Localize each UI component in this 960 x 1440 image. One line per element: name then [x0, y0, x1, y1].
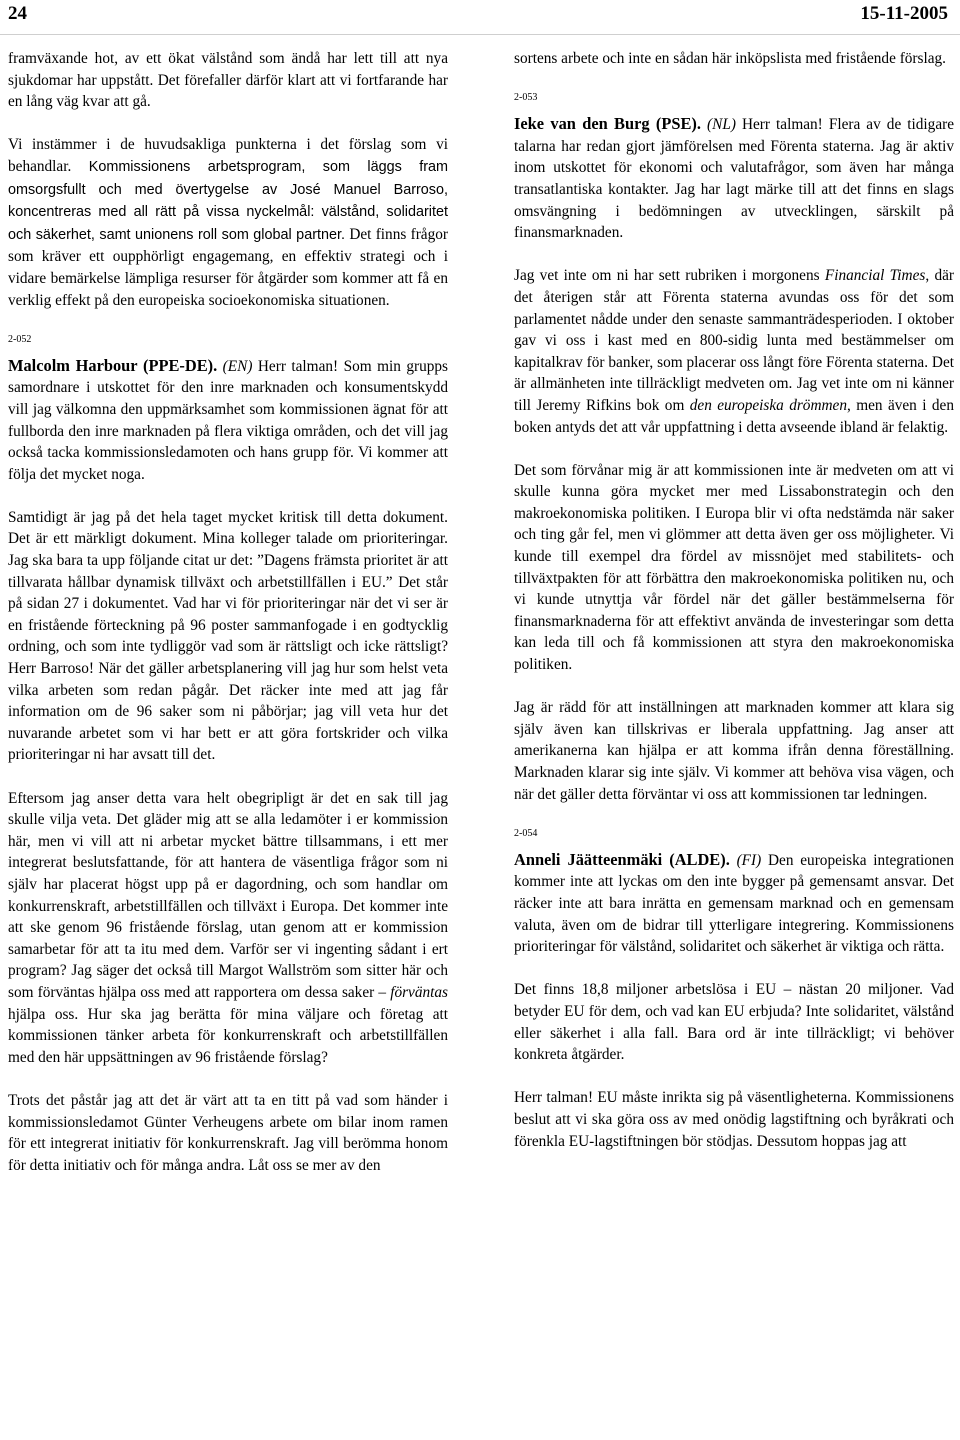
paragraph: [8, 355, 448, 486]
paragraph: Det som förvånar mig är att kommissionen inte är medveten om att vi skulle kunna göra mycket mer med Lissabonstrategin och den makroekonomiska politiken. I Europa blir vi ofta nedstämda när saker och ting går fel, men vi glömmer att detta även ger oss möjligheter. Vi kunde till exempel dra fördel av missnöjet med stabilitets- och tillväxtpakten för att förbättra den makroekonomiska politiken nu, och vi kunde utnyttja vår fördel när det gäller bestämmelserna för finansmarknaderna för att effektivt använda de investeringar som detta kan leda till och få kommissionen att styra den makroekonomiska politiken.: [514, 461, 954, 674]
paragraph: [514, 849, 954, 958]
text-run: Jag vet inte om ni har sett rubriken i morgonens: [514, 267, 825, 285]
paragraph: Det finns 18,8 miljoner arbetslösa i EU – nästan 20 miljoner. Vad betyder EU för dem, och vad kan EU erbjuda? Inte solidaritet, välstånd eller säkerhet i alla fall. Bara ord är inte tillräckligt; vi behöver konkreta åtgärder.: [514, 981, 954, 1064]
paragraph: [8, 134, 448, 311]
paragraph: Samtidigt är jag på det hela taget mycket kritisk till detta dokument. Det är ett märkligt dokument. Mina kolleger talade om prioriteringar. Jag ska bara ta upp följande citat ur det: ”Dagens främsta prioritet är att tillvarata hållbar dynamisk tillväxt och arbetstillfällen i EU.” Det står på sidan 27 i dokumentet. Vad har vi för prioriteringar när det vi ser är en fristående förteckning på 96 poster sammanfogade i en godtycklig ordning, och som inte tydliggör vad som är rättsligt och icke rättsligt? Herr Barroso! När det gäller arbetsplanering vill jag hur som helst veta vilka arbeten som redan pågår. Det räcker inte med att jag får information om de 96 saker som ni påbörjar; jag vill veta hur det nuvarande arbetet som vi har bett er att göra fortskrider och vilka prioriteringar ni har avsatt till det.: [8, 508, 448, 764]
speaker-name: Ieke van den Burg (PSE).: [514, 114, 701, 134]
emphasis: förväntas: [390, 983, 448, 1001]
page-number: 24: [8, 3, 27, 24]
item-reference: 2-052: [8, 333, 32, 345]
paragraph: Herr talman! EU måste inrikta sig på väsentligheterna. Kommissionens beslut att vi ska göra oss av med onödig lagstiftning och byråkrati och förenkla EU-lagstiftningen bör stödjas. Dessutom hoppas jag att: [514, 1089, 954, 1150]
session-date: 15-11-2005: [860, 3, 948, 24]
paragraph: [8, 788, 448, 1069]
emphasis: den europeiska drömmen: [689, 396, 847, 414]
paragraph: Trots det påstår jag att det är värt att ta en titt på vad som händer i kommissionsledamot Günter Verheugens arbete om bilar inom ramen för ett integrerat initiativ för konkurrenskraft. Jag vill berömma honom för detta initiativ och för många andra. Låt oss se mer av den: [8, 1091, 448, 1174]
emphasis: Financial Times: [824, 267, 926, 285]
text-run: , men även i den boken antyds det att vår uppfattning i detta avseende ibland är felaktig.: [514, 396, 954, 436]
text-run: Vi instämmer i de huvudsakliga punkterna i det förslag som vi behandlar.: [8, 136, 448, 175]
text-run: Herr talman! Flera av de tidigare talarna har redan gjort jämförelsen med Förenta staterna. Jag är aktiv inom utskottet för ekonomi och valutafrågor, som även har många transatlantiska kontakter. Jag har lagt märke till att det finns en slags omsvängning i bedömningen av utvecklingen, särskilt på finansmarknaden.: [514, 116, 955, 242]
paragraph: [514, 265, 954, 438]
text-run: Den europeiska integrationen kommer inte att lyckas om den inte bygger på gemensamt ansvar. Det räcker inte att bara inrätta en gemensam marknad och en gemensam valuta, även om de bidrar till ytterligare integrering. Kommissionens prioriteringar för välstånd, solidaritet och säkerhet är viktiga och rätta.: [514, 851, 954, 956]
item-reference: 2-053: [514, 92, 538, 104]
item-reference: 2-054: [514, 827, 538, 839]
language-tag: (EN): [222, 357, 253, 375]
text-run: Kommissionens arbetsprogram, som läggs fram omsorgsfullt och med övertygelse av José Manuel Barroso, koncentreras med all rätt på vissa nyckelmål: välstånd, solidaritet och säkerhet, samt unionens roll som global partner.: [8, 158, 448, 243]
text-run: Eftersom jag anser detta vara helt obegripligt är det en sak till jag skulle vilja veta. Det gläder mig att se alla ledamöter i er kommission här, men vi vill att ni arbetar mycket bättre tillsammans, i ett mer integrerat beslutsfattande, för att hantera de väsentliga frågor som ni själv har placerat högst upp på er dagordning, och som handlar om konkurrenskraft, arbetstillfällen och tillväxt i Europa. Det kommer inte att ske genom 96 fristående förslag, utan genom att er kommission samarbetar för att ta itu med dem. Varför ser vi ingenting sådant i ert program? Jag säger det också till Margot Wallström som sitter här och som förväntas hjälpa oss med att rapportera om dessa saker –: [8, 789, 448, 1001]
page-header: [0, 0, 960, 35]
text-run: Herr talman! Som min grupps samordnare i utskottet för den inre marknaden och konsumentskydd vill jag välkomna den uppmärksamhet som kommissionen ägnat för att fullborda den inre marknaden på flera viktiga områden, och det vill jag också tacka kommissionsledamoten och hans grupp för. Vi kommer att följa det mycket noga.: [8, 357, 448, 483]
left-column: [8, 48, 448, 1176]
speaker-name: Malcolm Harbour (PPE-DE).: [8, 355, 218, 375]
speaker-name: Anneli Jäätteenmäki (ALDE).: [514, 849, 730, 869]
paragraph: framväxande hot, av ett ökat välstånd som ändå har lett till att nya sjukdomar har uppstått. Det förefaller därför klart att vi fortfarande har en lång väg kvar att gå.: [8, 50, 448, 111]
paragraph: [514, 113, 954, 244]
right-column: [514, 48, 954, 1152]
paragraph: Jag är rädd för att inställningen att marknaden kommer att klara sig själv även kan tillskrivas er liberala uppfattning. Jag anser att amerikanerna kan hjälpa er att komma ifrån denna föreställning. Marknaden klarar sig inte själv. Vi kommer att behöva visa vägen, och när det gäller detta förväntar vi oss att kommissionen tar ledningen.: [514, 699, 954, 803]
language-tag: (NL): [707, 116, 736, 134]
text-run: hjälpa oss. Hur ska jag berätta för mina väljare och företag att kommissionen tänker arbeta för konkurrenskraft och arbetstillfällen med den här uppsättningen av 96 fristående förslag?: [8, 1005, 448, 1066]
text-run: Det finns frågor som kräver ett oupphörligt engagemang, en effektiv strategi och i vidare bemärkelse lämpliga resurser för åtgärder som kommer att få en verklig effekt på den europeiska socioekonomiska situationen.: [8, 225, 448, 309]
paragraph: sortens arbete och inte en sådan här inköpslista med fristående förslag.: [514, 50, 946, 67]
text-run: , där det återigen står att Förenta staterna avundas oss för det som parlamentet nådde under den senaste sammanträdesperioden. I oktober gav vi oss i kast med en 800-sidig lunta med bestämmelser om kapitalkrav för banker, som placerar oss långt före Förenta staterna. Det är allmänheten inte tillräckligt medveten om. Jag vet inte om ni känner till Jeremy Rifkins bok om: [514, 267, 954, 414]
language-tag: (FI): [736, 851, 762, 869]
